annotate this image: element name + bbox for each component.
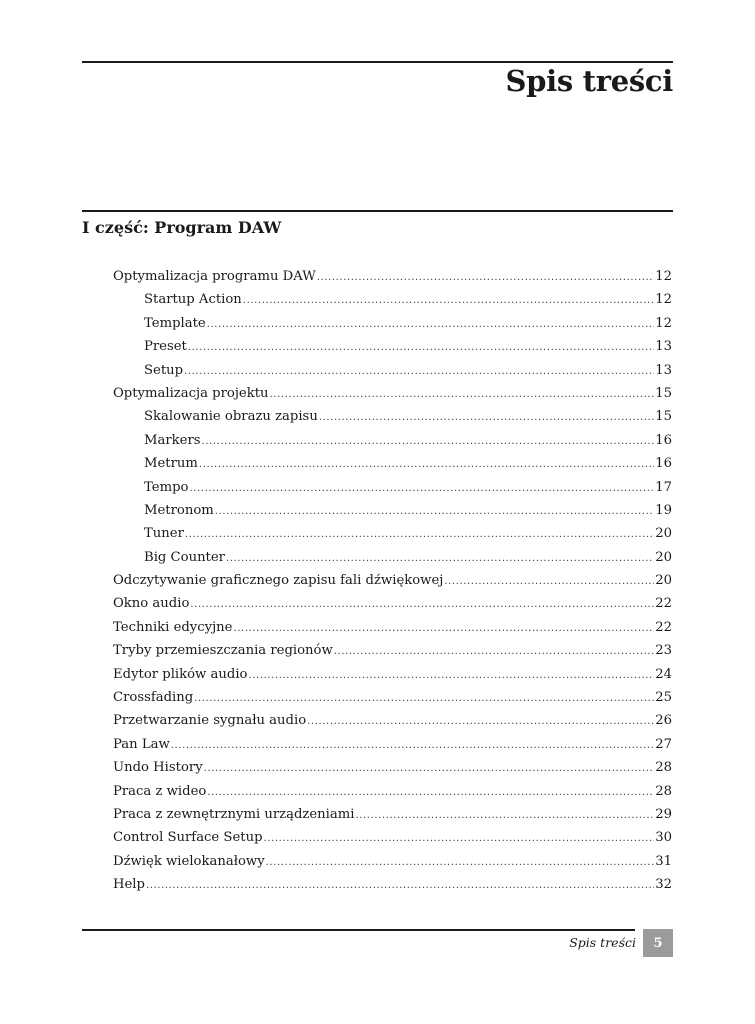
toc-entry-page-number: 12 <box>655 269 672 284</box>
toc-entry[interactable] <box>113 873 672 896</box>
toc-entry[interactable] <box>113 359 672 382</box>
toc-entry[interactable] <box>113 663 672 686</box>
dot-leader <box>190 593 654 616</box>
toc-entry[interactable] <box>113 476 672 499</box>
dot-leader <box>188 336 654 359</box>
toc-entry-page-number: 13 <box>655 362 672 378</box>
footer-section-label: Spis treści <box>569 935 636 950</box>
dot-leader <box>249 664 655 687</box>
dot-leader <box>189 477 654 500</box>
toc-entry[interactable] <box>113 452 672 475</box>
toc-entry-page-number: 20 <box>655 573 672 589</box>
toc-entry-page-number: 26 <box>655 713 672 729</box>
dot-leader <box>266 851 655 874</box>
toc-entry-label: Optymalizacja projektu <box>113 385 269 401</box>
toc-entry[interactable] <box>113 569 672 592</box>
dot-leader <box>202 430 655 453</box>
toc-entry-page-number: 32 <box>655 877 672 893</box>
toc-entry[interactable] <box>113 429 672 452</box>
toc-entry-label: Tryby przemieszczania regionów <box>113 643 333 659</box>
toc-entry-page-number: 20 <box>655 549 672 565</box>
toc-entry-page-number: 22 <box>655 619 672 635</box>
dot-leader <box>207 313 655 336</box>
toc-entry-page-number: 25 <box>655 690 672 706</box>
toc-entry-label: Preset <box>144 339 187 355</box>
toc-entry-page-number: 28 <box>655 760 672 776</box>
toc-entry-label: Metrum <box>144 456 198 472</box>
toc-entry[interactable] <box>113 709 672 732</box>
toc-entry-page-number: 31 <box>655 853 672 869</box>
toc-entry-label: Praca z wideo <box>113 783 207 799</box>
toc-entry-page-number: 27 <box>655 736 672 752</box>
dot-leader <box>243 289 654 312</box>
toc-entry-label: Okno audio <box>113 596 190 612</box>
toc-entry-page-number: 20 <box>655 526 672 542</box>
page-title: Spis treści <box>505 64 673 98</box>
toc-entry-page-number: 28 <box>655 783 672 799</box>
dot-leader <box>204 757 655 780</box>
toc-entry-page-number: 24 <box>655 666 672 682</box>
toc-entry[interactable] <box>113 616 672 639</box>
toc-entry-page-number: 16 <box>655 432 672 448</box>
toc-entry[interactable] <box>113 382 672 405</box>
footer-rule <box>82 929 635 931</box>
toc-entry-label: Markers <box>144 432 201 448</box>
dot-leader <box>444 570 654 593</box>
toc-entry-label: Metronom <box>144 502 214 518</box>
dot-leader <box>207 781 654 804</box>
top-rule <box>82 61 673 63</box>
toc-entry[interactable] <box>113 288 672 311</box>
toc-entry-page-number: 29 <box>655 806 672 822</box>
dot-leader <box>317 266 654 289</box>
toc-entry[interactable] <box>113 546 672 569</box>
toc-entry[interactable] <box>113 312 672 335</box>
toc-entry[interactable] <box>113 592 672 615</box>
dot-leader <box>171 734 654 757</box>
part-rule <box>82 210 673 212</box>
toc-entry-page-number: 12 <box>655 292 672 308</box>
dot-leader <box>355 804 654 827</box>
dot-leader <box>199 453 654 476</box>
toc-entry[interactable] <box>113 850 672 873</box>
toc-entry-label: Skalowanie obrazu zapisu <box>144 409 318 425</box>
dot-leader <box>307 710 654 733</box>
toc-entry-label: Undo History <box>113 760 203 776</box>
toc-entry[interactable] <box>113 780 672 803</box>
toc-entry-label: Setup <box>144 362 184 378</box>
toc-entry-page-number: 17 <box>655 479 672 495</box>
toc-entry-page-number: 30 <box>655 830 672 846</box>
toc-entry[interactable] <box>113 826 672 849</box>
dot-leader <box>215 500 654 523</box>
dot-leader <box>184 360 654 383</box>
toc-entry[interactable] <box>113 756 672 779</box>
toc-entry-label: Techniki edycyjne <box>113 619 233 635</box>
dot-leader <box>226 547 654 570</box>
dot-leader <box>185 523 654 546</box>
toc-entry[interactable] <box>113 686 672 709</box>
toc-entry[interactable] <box>113 803 672 826</box>
toc-entry-label: Optymalizacja programu DAW <box>113 269 316 284</box>
toc-entry-page-number: 19 <box>655 502 672 518</box>
toc-entry-page-number: 12 <box>655 315 672 331</box>
dot-leader <box>146 874 654 897</box>
toc-entry[interactable] <box>113 639 672 662</box>
toc-entry-label: Edytor plików audio <box>113 666 248 682</box>
toc-entry-label: Odczytywanie graficznego zapisu fali dźwiękowej <box>113 573 444 589</box>
toc-entry-label: Przetwarzanie sygnału audio <box>113 713 307 729</box>
toc-entry[interactable] <box>113 335 672 358</box>
dot-leader <box>319 406 654 429</box>
dot-leader <box>334 640 654 663</box>
toc-entry-page-number: 15 <box>655 385 672 401</box>
dot-leader <box>194 687 654 710</box>
toc-entry-label: Template <box>144 315 206 331</box>
toc-entry-label: Dźwięk wielokanałowy <box>113 853 265 869</box>
toc-entry-label: Crossfading <box>113 690 194 706</box>
part-title: I część: Program DAW <box>82 218 282 237</box>
toc-entry-label: Big Counter <box>144 549 225 565</box>
toc-entry-label: Startup Action <box>144 292 242 308</box>
toc-entry-label: Help <box>113 877 145 893</box>
toc-entry[interactable] <box>113 733 672 756</box>
dot-leader <box>270 383 655 406</box>
table-of-contents <box>113 265 672 897</box>
toc-entry[interactable] <box>113 405 672 428</box>
toc-entry-label: Tuner <box>144 526 184 542</box>
toc-entry-page-number: 15 <box>655 409 672 425</box>
toc-entry-label: Control Surface Setup <box>113 830 263 846</box>
toc-entry-page-number: 16 <box>655 456 672 472</box>
dot-leader <box>264 827 655 850</box>
toc-entry-page-number: 13 <box>655 339 672 355</box>
toc-entry[interactable] <box>113 522 672 545</box>
toc-entry-label: Tempo <box>144 479 189 495</box>
dot-leader <box>234 617 655 640</box>
toc-entry-page-number: 22 <box>655 596 672 612</box>
toc-entry[interactable] <box>113 499 672 522</box>
toc-entry-label: Praca z zewnętrznymi urządzeniami <box>113 806 355 822</box>
toc-entry-label: Pan Law <box>113 736 170 752</box>
toc-entry[interactable] <box>113 265 672 288</box>
toc-entry-page-number: 23 <box>655 643 672 659</box>
page-number-badge: 5 <box>643 929 673 957</box>
